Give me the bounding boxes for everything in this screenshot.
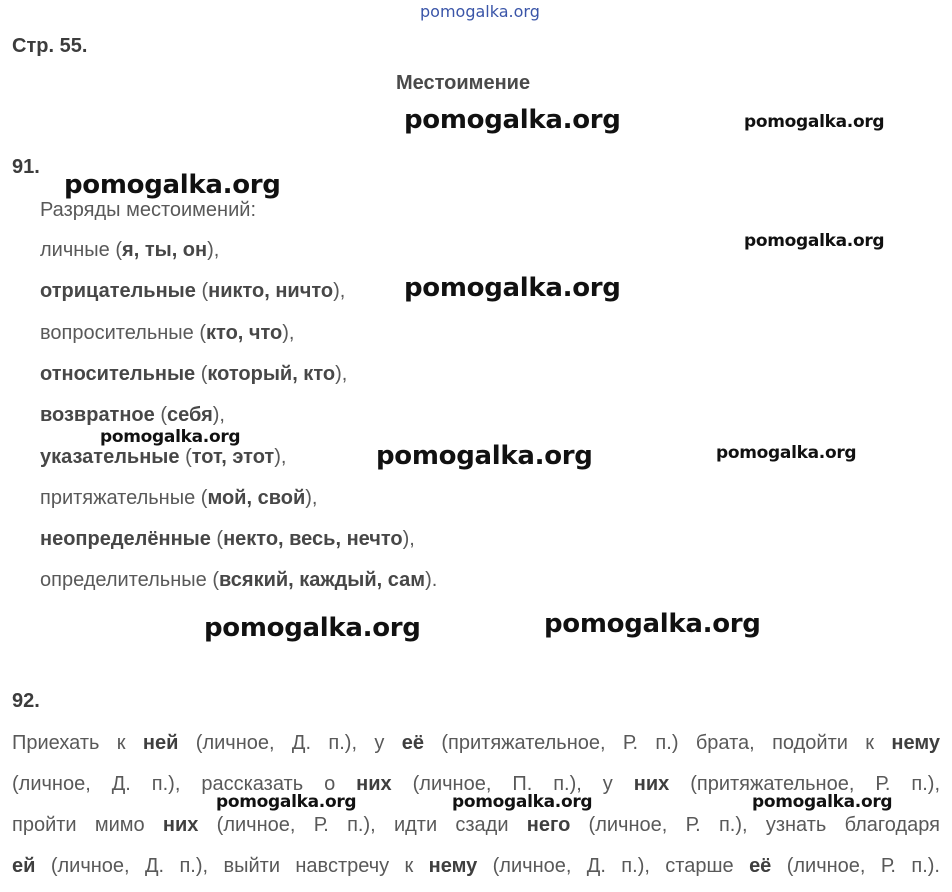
pronoun-category-item: отрицательные (никто, ничто), — [40, 280, 346, 302]
answer-text: пройти мимо — [12, 814, 163, 836]
site-link[interactable]: pomogalka.org — [420, 2, 540, 21]
item-punctuation: ), — [212, 404, 225, 426]
pronoun-category-item: относительные (который, кто), — [40, 363, 348, 385]
item-punctuation: ), — [335, 363, 348, 385]
pronoun-category-item: неопределённые (некто, весь, нечто), — [40, 528, 415, 550]
item-punctuation: ), — [282, 322, 295, 344]
pronoun-word: них — [162, 814, 199, 836]
category-examples: всякий, каждый, сам — [218, 569, 426, 591]
watermark: pomogalka.org — [544, 609, 761, 639]
pronoun-category-item: личные (я, ты, он), — [40, 239, 220, 261]
answer-text: (личное, Р. п.), узнать благодаря — [570, 814, 940, 836]
answer-text: (притяжательное, Р. п.), — [669, 773, 941, 795]
watermark: pomogalka.org — [216, 792, 357, 812]
watermark: pomogalka.org — [716, 443, 857, 463]
watermark: pomogalka.org — [204, 613, 421, 643]
watermark: pomogalka.org — [376, 441, 593, 471]
answer-line — [12, 723, 940, 764]
answer-text: (личное, Д. п.), выйти навстречу к — [35, 855, 429, 877]
pronoun-word: них — [633, 773, 670, 795]
category-examples: тот, этот — [191, 446, 275, 468]
pronoun-category-item: возвратное (себя), — [40, 404, 225, 426]
task-92-number: 92. — [12, 690, 40, 712]
pronoun-word: нему — [428, 855, 478, 877]
page-reference: Стр. 55. — [12, 35, 88, 57]
category-examples: никто, ничто — [208, 280, 334, 302]
item-punctuation: ), — [274, 446, 287, 468]
answer-line — [12, 846, 940, 887]
item-punctuation: ), — [333, 280, 346, 302]
answer-text: (личное, Д. п.), рассказать о — [12, 773, 357, 795]
answer-text: (личное, Р. п.), идти сзади — [198, 814, 527, 836]
category-examples: себя — [167, 404, 213, 426]
pronoun-category-item: указательные (тот, этот), — [40, 446, 287, 468]
item-punctuation: ), — [402, 528, 415, 550]
answer-text: Приехать к — [12, 732, 143, 754]
answer-text: (личное, П. п.), у — [391, 773, 634, 795]
category-name: относительные — [40, 363, 196, 385]
watermark: pomogalka.org — [100, 427, 241, 447]
pronoun-word: них — [356, 773, 392, 795]
pronoun-word: ей — [12, 855, 36, 877]
pronoun-word: нему — [891, 732, 941, 754]
task-91-number: 91. — [12, 156, 40, 178]
category-examples: мой, свой — [207, 487, 306, 509]
watermark: pomogalka.org — [744, 112, 885, 132]
pronoun-category-item: вопросительные (кто, что), — [40, 322, 295, 344]
category-name: указательные — [40, 446, 180, 468]
category-name: притяжательные — [40, 487, 196, 509]
item-punctuation: ). — [425, 569, 438, 591]
answer-text: (личное, Р. п.). — [771, 855, 940, 877]
watermark: pomogalka.org — [452, 792, 593, 812]
item-punctuation: ), — [207, 239, 220, 261]
pronoun-category-item: притяжательные (мой, свой), — [40, 487, 318, 509]
pronoun-word: ней — [142, 732, 179, 754]
pronoun-category-item: определительные (всякий, каждый, сам). — [40, 569, 438, 591]
category-examples: я, ты, он — [122, 239, 208, 261]
watermark: pomogalka.org — [404, 105, 621, 135]
pronoun-word: её — [401, 732, 425, 754]
answer-text: (личное, Д. п.), старше — [477, 855, 750, 877]
answer-text: (личное, Д. п.), у — [178, 732, 402, 754]
watermark: pomogalka.org — [64, 170, 281, 200]
item-punctuation: ), — [305, 487, 318, 509]
answer-text: (притяжательное, Р. п.) брата, подойти к — [424, 732, 892, 754]
watermark: pomogalka.org — [752, 792, 893, 812]
category-examples: кто, что — [206, 322, 283, 344]
topic-title: Местоимение — [396, 72, 531, 94]
category-examples: некто, весь, нечто — [223, 528, 403, 550]
category-name: неопределённые — [40, 528, 211, 550]
category-examples: который, кто — [207, 363, 336, 385]
watermark: pomogalka.org — [744, 231, 885, 251]
pronoun-word: него — [526, 814, 571, 836]
category-name: личные — [40, 239, 110, 261]
task-91-heading: Разряды местоимений: — [40, 199, 256, 221]
pronoun-word: её — [749, 855, 772, 877]
category-name: возвратное — [40, 404, 155, 426]
category-name: отрицательные — [40, 280, 196, 302]
watermark: pomogalka.org — [404, 273, 621, 303]
category-name: определительные — [40, 569, 207, 591]
category-name: вопросительные — [40, 322, 194, 344]
